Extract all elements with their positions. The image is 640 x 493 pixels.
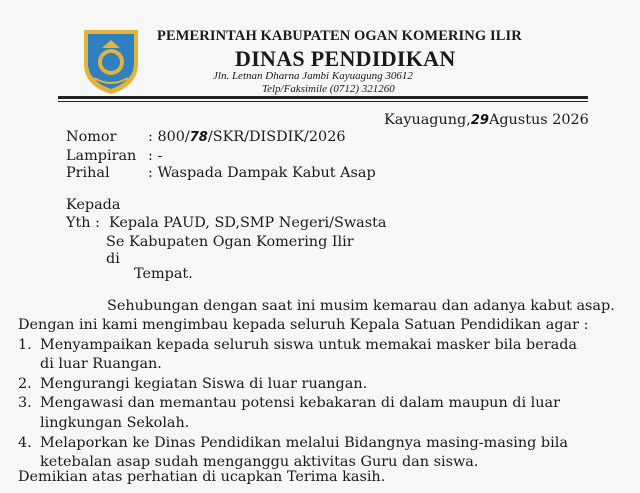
list-item: 4. Melaporkan ke Dinas Pendidikan melalui Bidangnya masing-masing bila ketebalan asap sudah menganggu aktivitas Guru dan siswa.: [18, 434, 568, 471]
body-closing: Demikian atas perhatian di ucapkan Terima kasih.: [18, 469, 386, 485]
letterhead-rule-thick: [58, 96, 588, 99]
recipient-line2: Se Kabupaten Ogan Komering Ilir: [106, 234, 354, 250]
regency-emblem-logo: [80, 26, 142, 96]
recipient-tempat: Tempat.: [134, 266, 193, 282]
letterhead-phone: Telp/Faksimile (0712) 321260: [262, 83, 395, 95]
meta-nomor-label: Nomor: [66, 129, 117, 145]
recipient-di: di: [106, 251, 120, 267]
nomor-handwritten: 78: [189, 130, 208, 145]
meta-prihal-label: Prihal: [66, 165, 110, 181]
meta-prihal-value: : Waspada Dampak Kabut Asap: [148, 165, 376, 181]
list-item: 2. Mengurangi kegiatan Siswa di luar ruangan.: [18, 375, 368, 392]
letterhead-agency: DINAS PENDIDIKAN: [235, 46, 456, 71]
letterhead-address: Jln. Letnan Dharna Jambi Kayuagung 30612: [213, 70, 413, 82]
date-day-handwritten: 29: [470, 113, 489, 128]
meta-nomor-value: : 800/78/SKR/DISDIK/2026: [148, 129, 346, 145]
date-month-year: Agustus 2026: [488, 112, 589, 128]
recipient-kepada: Kepada: [66, 197, 121, 213]
body-content: [18, 316, 618, 473]
meta-lampiran-value: : -: [148, 148, 163, 164]
letterhead-government: PEMERINTAH KABUPATEN OGAN KOMERING ILIR: [157, 28, 522, 44]
letter-date: [384, 110, 589, 131]
list-item: 1. Menyampaikan kepada seluruh siswa untuk memakai masker bila berada di luar Ruangan.: [18, 336, 578, 373]
recipient-yth: Yth :: [66, 215, 100, 231]
letterhead-rule-thin: [58, 101, 588, 102]
body-intro-1: Sehubungan dengan saat ini musim kemarau dan adanya kabut asap.: [107, 298, 615, 314]
list-item: 3. Mengawasi dan memantau potensi kebakaran di dalam maupun di luar lingkungan Sekolah.: [18, 395, 561, 431]
body-intro-2: Dengan ini kami mengimbau kepada seluruh Kepala Satuan Pendidikan agar :: [18, 317, 589, 333]
meta-lampiran-label: Lampiran: [66, 148, 137, 164]
recipient-line1: Kepala PAUD, SD,SMP Negeri/Swasta: [109, 215, 387, 231]
date-place: Kayuagung,: [384, 112, 471, 128]
